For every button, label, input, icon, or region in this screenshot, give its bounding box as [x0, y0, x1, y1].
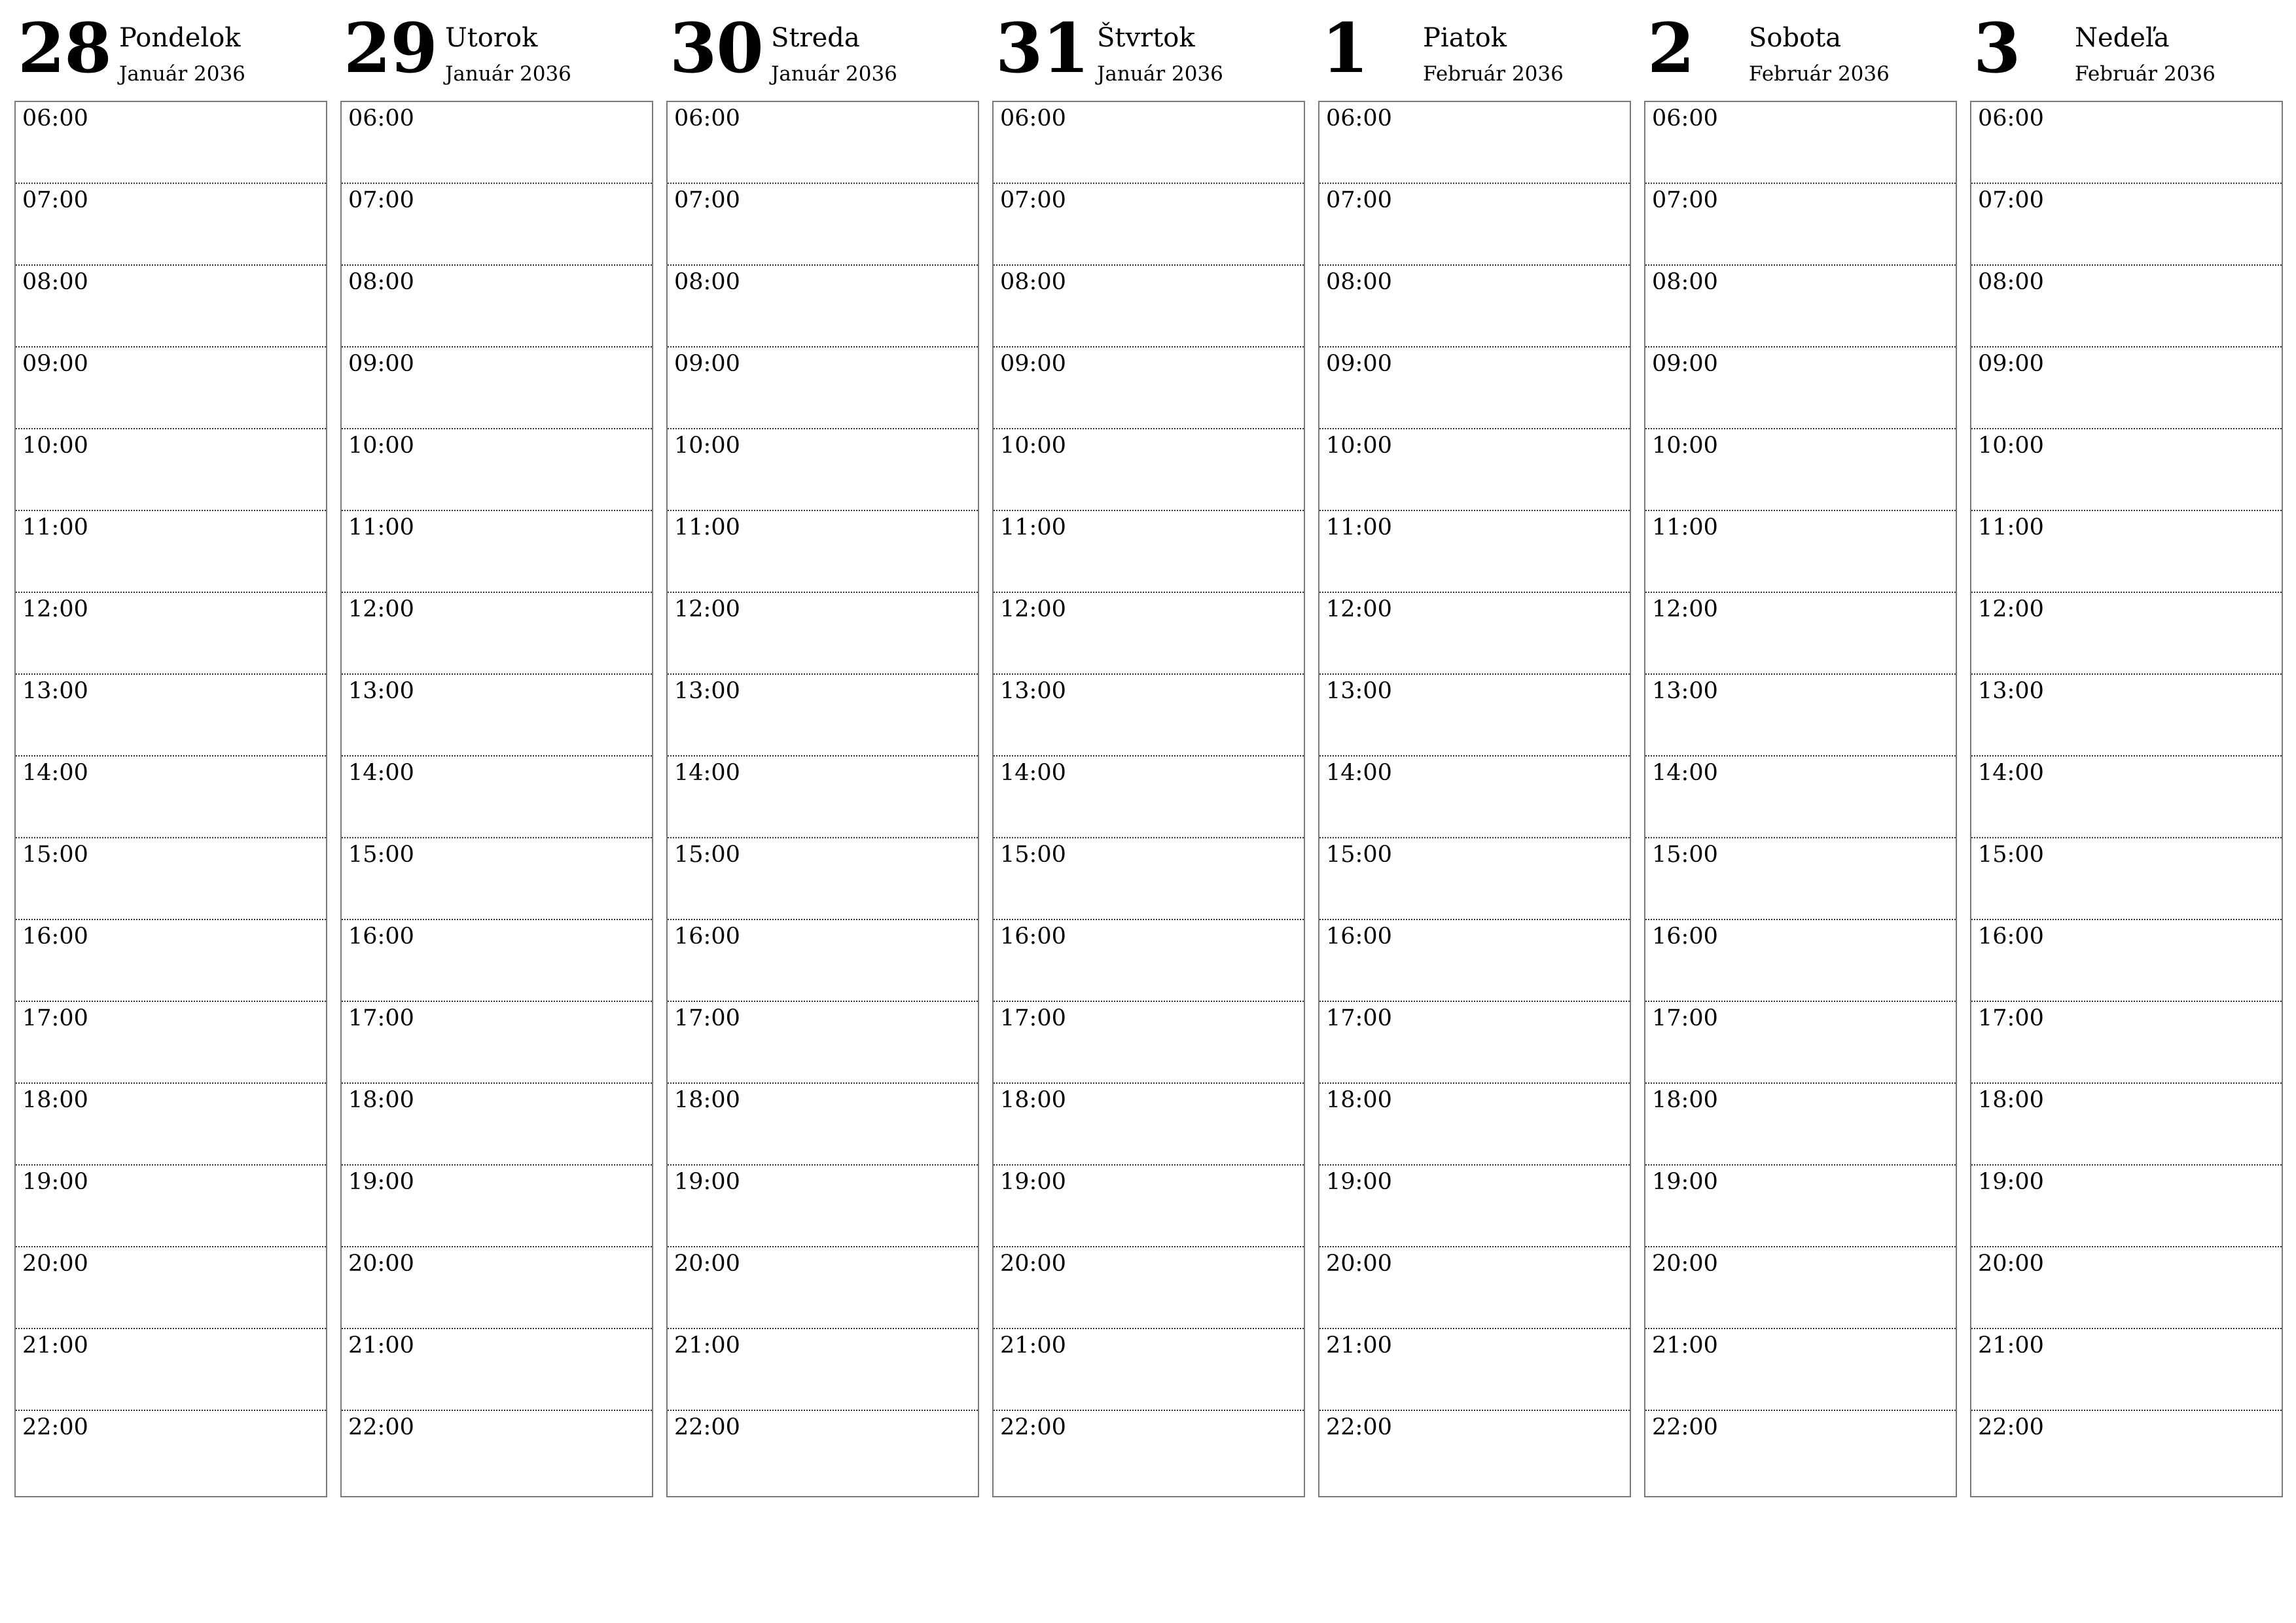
time-slot[interactable]	[1645, 1411, 1956, 1493]
time-slot[interactable]	[994, 1166, 1304, 1247]
time-slot[interactable]	[994, 266, 1304, 348]
time-label: 06:00	[1652, 105, 1718, 132]
time-slot[interactable]	[342, 757, 652, 838]
time-slot[interactable]	[668, 1247, 978, 1329]
time-slot[interactable]	[668, 184, 978, 266]
time-label: 17:00	[674, 1005, 740, 1031]
time-label: 07:00	[348, 187, 414, 213]
time-slot[interactable]	[994, 184, 1304, 266]
day-column	[1970, 0, 2283, 1440]
time-slot[interactable]	[1319, 348, 1630, 429]
time-label: 22:00	[1978, 1414, 2044, 1440]
time-slot[interactable]	[668, 266, 978, 348]
time-slot[interactable]	[342, 1411, 652, 1493]
time-label: 15:00	[348, 842, 414, 868]
time-slot[interactable]	[668, 511, 978, 593]
time-slot[interactable]	[668, 1002, 978, 1084]
day-schedule-box	[1644, 101, 1957, 1497]
time-slot[interactable]	[1971, 1329, 2282, 1411]
time-label: 17:00	[22, 1005, 88, 1031]
time-label: 12:00	[348, 596, 414, 622]
time-label: 08:00	[1978, 269, 2044, 295]
time-slot[interactable]	[1971, 348, 2282, 429]
time-label: 10:00	[1978, 433, 2044, 459]
day-column	[1644, 0, 1957, 1440]
time-label: 15:00	[1978, 842, 2044, 868]
day-number: 2	[1647, 8, 1695, 88]
time-label: 20:00	[674, 1251, 740, 1277]
time-label: 13:00	[1652, 678, 1718, 704]
time-label: 19:00	[22, 1169, 88, 1195]
day-column	[992, 0, 1305, 1440]
time-label: 07:00	[1652, 187, 1718, 213]
time-slot[interactable]	[1645, 920, 1956, 1002]
time-slot[interactable]	[16, 757, 326, 838]
time-slot[interactable]	[668, 1084, 978, 1166]
time-slot[interactable]	[1971, 757, 2282, 838]
time-label: 12:00	[22, 596, 88, 622]
time-slot[interactable]	[342, 102, 652, 184]
time-label: 06:00	[674, 105, 740, 132]
time-slot[interactable]	[1645, 757, 1956, 838]
day-column	[1318, 0, 1631, 1440]
time-slot[interactable]	[1645, 184, 1956, 266]
day-header	[1644, 0, 1957, 101]
time-label: 14:00	[674, 760, 740, 786]
time-slot[interactable]	[1645, 102, 1956, 184]
time-slot[interactable]	[1971, 675, 2282, 757]
weekday-name: Sobota	[1749, 23, 1842, 53]
time-slot[interactable]	[994, 1247, 1304, 1329]
weekday-name: Pondelok	[119, 23, 241, 53]
time-label: 15:00	[1000, 842, 1066, 868]
time-label: 20:00	[348, 1251, 414, 1277]
time-label: 16:00	[1326, 923, 1392, 950]
time-label: 20:00	[1978, 1251, 2044, 1277]
time-label: 18:00	[1978, 1087, 2044, 1113]
day-schedule-box	[1318, 101, 1631, 1497]
time-label: 16:00	[348, 923, 414, 950]
time-slot[interactable]	[668, 1329, 978, 1411]
time-label: 14:00	[1652, 760, 1718, 786]
time-slot[interactable]	[1971, 1084, 2282, 1166]
time-slot[interactable]	[342, 266, 652, 348]
time-label: 18:00	[348, 1087, 414, 1113]
time-slot[interactable]	[342, 1329, 652, 1411]
day-schedule-box	[992, 101, 1305, 1497]
time-slot[interactable]	[342, 1166, 652, 1247]
time-slot[interactable]	[1971, 1247, 2282, 1329]
month-year: Február 2036	[1423, 62, 1564, 86]
time-label: 07:00	[1000, 187, 1066, 213]
weekday-name: Piatok	[1423, 23, 1507, 53]
time-label: 22:00	[22, 1414, 88, 1440]
time-slot[interactable]	[1971, 429, 2282, 511]
day-column	[14, 0, 327, 1440]
day-schedule-box	[666, 101, 979, 1497]
time-label: 18:00	[22, 1087, 88, 1113]
time-slot[interactable]	[1319, 757, 1630, 838]
time-slot[interactable]	[1645, 429, 1956, 511]
time-slot[interactable]	[1971, 1411, 2282, 1493]
time-slot[interactable]	[342, 1247, 652, 1329]
time-label: 17:00	[1000, 1005, 1066, 1031]
time-slot[interactable]	[1319, 593, 1630, 675]
time-label: 11:00	[1326, 514, 1392, 541]
time-slot[interactable]	[342, 511, 652, 593]
time-label: 09:00	[1326, 351, 1392, 377]
time-slot[interactable]	[1645, 1002, 1956, 1084]
time-label: 19:00	[348, 1169, 414, 1195]
time-label: 08:00	[1326, 269, 1392, 295]
time-label: 12:00	[1000, 596, 1066, 622]
time-slot[interactable]	[1319, 1084, 1630, 1166]
time-label: 14:00	[348, 760, 414, 786]
time-slot[interactable]	[16, 675, 326, 757]
time-label: 08:00	[1000, 269, 1066, 295]
time-label: 16:00	[1978, 923, 2044, 950]
time-label: 09:00	[1978, 351, 2044, 377]
day-header	[1318, 0, 1631, 101]
day-number: 29	[344, 8, 437, 88]
time-slot[interactable]	[16, 838, 326, 920]
time-slot[interactable]	[1319, 266, 1630, 348]
time-slot[interactable]	[16, 920, 326, 1002]
time-label: 11:00	[674, 514, 740, 541]
time-label: 14:00	[1326, 760, 1392, 786]
time-label: 15:00	[674, 842, 740, 868]
time-label: 13:00	[1978, 678, 2044, 704]
time-slot[interactable]	[668, 920, 978, 1002]
time-slot[interactable]	[1645, 593, 1956, 675]
time-label: 11:00	[1978, 514, 2044, 541]
time-label: 19:00	[1000, 1169, 1066, 1195]
time-slot[interactable]	[1971, 266, 2282, 348]
time-slot[interactable]	[1319, 1166, 1630, 1247]
time-label: 20:00	[1326, 1251, 1392, 1277]
time-label: 19:00	[1652, 1169, 1718, 1195]
time-label: 11:00	[1000, 514, 1066, 541]
day-number: 1	[1321, 8, 1369, 88]
time-label: 22:00	[1326, 1414, 1392, 1440]
time-label: 08:00	[674, 269, 740, 295]
day-number: 3	[1973, 8, 2020, 88]
time-label: 11:00	[348, 514, 414, 541]
time-label: 19:00	[1978, 1169, 2044, 1195]
weekday-name: Utorok	[445, 23, 538, 53]
time-slot[interactable]	[994, 348, 1304, 429]
time-label: 13:00	[1000, 678, 1066, 704]
time-slot[interactable]	[1319, 1411, 1630, 1493]
time-label: 17:00	[1978, 1005, 2044, 1031]
time-slot[interactable]	[342, 184, 652, 266]
time-slot[interactable]	[1319, 920, 1630, 1002]
time-slot[interactable]	[1319, 1329, 1630, 1411]
time-label: 22:00	[674, 1414, 740, 1440]
time-slot[interactable]	[16, 1247, 326, 1329]
time-label: 21:00	[1000, 1332, 1066, 1359]
time-slot[interactable]	[994, 1002, 1304, 1084]
time-slot[interactable]	[1645, 511, 1956, 593]
time-slot[interactable]	[668, 348, 978, 429]
time-slot[interactable]	[1645, 266, 1956, 348]
time-slot[interactable]	[668, 838, 978, 920]
time-label: 15:00	[22, 842, 88, 868]
time-label: 08:00	[1652, 269, 1718, 295]
time-label: 13:00	[22, 678, 88, 704]
time-slot[interactable]	[994, 1411, 1304, 1493]
time-slot[interactable]	[16, 102, 326, 184]
time-label: 14:00	[1000, 760, 1066, 786]
time-slot[interactable]	[994, 593, 1304, 675]
time-slot[interactable]	[1319, 1247, 1630, 1329]
time-label: 19:00	[674, 1169, 740, 1195]
time-slot[interactable]	[668, 675, 978, 757]
time-slot[interactable]	[994, 920, 1304, 1002]
time-slot[interactable]	[1971, 838, 2282, 920]
time-label: 12:00	[674, 596, 740, 622]
time-label: 22:00	[1000, 1414, 1066, 1440]
time-slot[interactable]	[16, 429, 326, 511]
time-slot[interactable]	[16, 348, 326, 429]
time-slot[interactable]	[342, 429, 652, 511]
time-label: 14:00	[1978, 760, 2044, 786]
month-year: Február 2036	[1749, 62, 1890, 86]
time-slot[interactable]	[1971, 1166, 2282, 1247]
time-label: 20:00	[1000, 1251, 1066, 1277]
time-slot[interactable]	[1319, 511, 1630, 593]
time-slot[interactable]	[16, 1329, 326, 1411]
time-label: 16:00	[674, 923, 740, 950]
time-label: 13:00	[1326, 678, 1392, 704]
time-slot[interactable]	[1319, 102, 1630, 184]
time-label: 10:00	[1652, 433, 1718, 459]
time-label: 07:00	[1978, 187, 2044, 213]
time-label: 16:00	[22, 923, 88, 950]
time-slot[interactable]	[994, 511, 1304, 593]
time-label: 18:00	[1326, 1087, 1392, 1113]
time-label: 09:00	[1000, 351, 1066, 377]
time-slot[interactable]	[994, 1084, 1304, 1166]
time-slot[interactable]	[1645, 838, 1956, 920]
time-label: 21:00	[1652, 1332, 1718, 1359]
time-slot[interactable]	[342, 920, 652, 1002]
month-year: Január 2036	[771, 62, 897, 86]
time-label: 16:00	[1000, 923, 1066, 950]
time-label: 10:00	[348, 433, 414, 459]
time-slot[interactable]	[994, 838, 1304, 920]
time-label: 17:00	[1326, 1005, 1392, 1031]
time-slot[interactable]	[16, 184, 326, 266]
time-label: 19:00	[1326, 1169, 1392, 1195]
time-label: 06:00	[1978, 105, 2044, 132]
time-slot[interactable]	[1971, 511, 2282, 593]
time-label: 06:00	[348, 105, 414, 132]
time-slot[interactable]	[1971, 593, 2282, 675]
time-label: 13:00	[674, 678, 740, 704]
time-slot[interactable]	[1319, 675, 1630, 757]
month-year: Január 2036	[1097, 62, 1223, 86]
time-label: 22:00	[1652, 1414, 1718, 1440]
time-label: 11:00	[22, 514, 88, 541]
time-label: 09:00	[674, 351, 740, 377]
time-label: 18:00	[1000, 1087, 1066, 1113]
day-column	[666, 0, 979, 1440]
time-slot[interactable]	[1645, 1247, 1956, 1329]
time-slot[interactable]	[16, 1002, 326, 1084]
day-number: 31	[996, 8, 1089, 88]
time-slot[interactable]	[16, 593, 326, 675]
time-slot[interactable]	[1319, 838, 1630, 920]
time-label: 10:00	[22, 433, 88, 459]
time-slot[interactable]	[994, 757, 1304, 838]
time-label: 21:00	[1978, 1332, 2044, 1359]
time-label: 09:00	[1652, 351, 1718, 377]
time-label: 10:00	[1000, 433, 1066, 459]
time-slot[interactable]	[1971, 1002, 2282, 1084]
time-label: 10:00	[1326, 433, 1392, 459]
day-header	[340, 0, 653, 101]
weekday-name: Štvrtok	[1097, 23, 1195, 53]
time-slot[interactable]	[1319, 429, 1630, 511]
time-slot[interactable]	[16, 1084, 326, 1166]
time-slot[interactable]	[1645, 675, 1956, 757]
time-slot[interactable]	[668, 1411, 978, 1493]
time-label: 20:00	[1652, 1251, 1718, 1277]
time-slot[interactable]	[668, 593, 978, 675]
weekday-name: Nedeľa	[2075, 23, 2170, 53]
time-slot[interactable]	[342, 1002, 652, 1084]
time-slot[interactable]	[1971, 102, 2282, 184]
time-slot[interactable]	[1645, 348, 1956, 429]
time-label: 12:00	[1326, 596, 1392, 622]
month-year: Január 2036	[119, 62, 245, 86]
time-label: 12:00	[1652, 596, 1718, 622]
time-label: 12:00	[1978, 596, 2044, 622]
time-slot[interactable]	[994, 675, 1304, 757]
time-label: 21:00	[22, 1332, 88, 1359]
time-label: 22:00	[348, 1414, 414, 1440]
time-slot[interactable]	[994, 1329, 1304, 1411]
time-label: 13:00	[348, 678, 414, 704]
time-label: 09:00	[22, 351, 88, 377]
day-schedule-box	[340, 101, 653, 1497]
time-slot[interactable]	[342, 675, 652, 757]
time-slot[interactable]	[342, 1084, 652, 1166]
weekday-name: Streda	[771, 23, 860, 53]
time-label: 11:00	[1652, 514, 1718, 541]
time-label: 06:00	[1326, 105, 1392, 132]
time-slot[interactable]	[668, 757, 978, 838]
time-label: 16:00	[1652, 923, 1718, 950]
time-label: 07:00	[22, 187, 88, 213]
month-year: Február 2036	[2075, 62, 2215, 86]
day-header	[1970, 0, 2283, 101]
time-label: 07:00	[1326, 187, 1392, 213]
time-slot[interactable]	[342, 593, 652, 675]
time-label: 21:00	[348, 1332, 414, 1359]
time-label: 07:00	[674, 187, 740, 213]
time-slot[interactable]	[1645, 1084, 1956, 1166]
time-slot[interactable]	[668, 102, 978, 184]
time-slot[interactable]	[16, 266, 326, 348]
day-schedule-box	[14, 101, 327, 1497]
time-slot[interactable]	[994, 102, 1304, 184]
time-label: 06:00	[1000, 105, 1066, 132]
time-slot[interactable]	[668, 429, 978, 511]
day-header	[14, 0, 327, 101]
time-slot[interactable]	[342, 838, 652, 920]
time-label: 17:00	[1652, 1005, 1718, 1031]
day-header	[992, 0, 1305, 101]
time-label: 10:00	[674, 433, 740, 459]
day-header	[666, 0, 979, 101]
time-slot[interactable]	[16, 1411, 326, 1493]
day-column	[340, 0, 653, 1440]
time-label: 09:00	[348, 351, 414, 377]
time-label: 08:00	[22, 269, 88, 295]
month-year: Január 2036	[445, 62, 571, 86]
day-number: 28	[18, 8, 111, 88]
time-slot[interactable]	[16, 1166, 326, 1247]
time-slot[interactable]	[668, 1166, 978, 1247]
time-slot[interactable]	[1319, 184, 1630, 266]
time-slot[interactable]	[1319, 1002, 1630, 1084]
time-label: 17:00	[348, 1005, 414, 1031]
time-slot[interactable]	[1971, 920, 2282, 1002]
time-slot[interactable]	[16, 511, 326, 593]
time-slot[interactable]	[342, 348, 652, 429]
time-slot[interactable]	[1971, 184, 2282, 266]
time-label: 18:00	[674, 1087, 740, 1113]
time-label: 15:00	[1652, 842, 1718, 868]
time-label: 06:00	[22, 105, 88, 132]
time-label: 18:00	[1652, 1087, 1718, 1113]
time-slot[interactable]	[994, 429, 1304, 511]
time-slot[interactable]	[1645, 1329, 1956, 1411]
time-label: 15:00	[1326, 842, 1392, 868]
time-label: 21:00	[674, 1332, 740, 1359]
time-label: 14:00	[22, 760, 88, 786]
time-label: 20:00	[22, 1251, 88, 1277]
time-slot[interactable]	[1645, 1166, 1956, 1247]
day-number: 30	[670, 8, 763, 88]
day-schedule-box	[1970, 101, 2283, 1497]
time-label: 08:00	[348, 269, 414, 295]
time-label: 21:00	[1326, 1332, 1392, 1359]
